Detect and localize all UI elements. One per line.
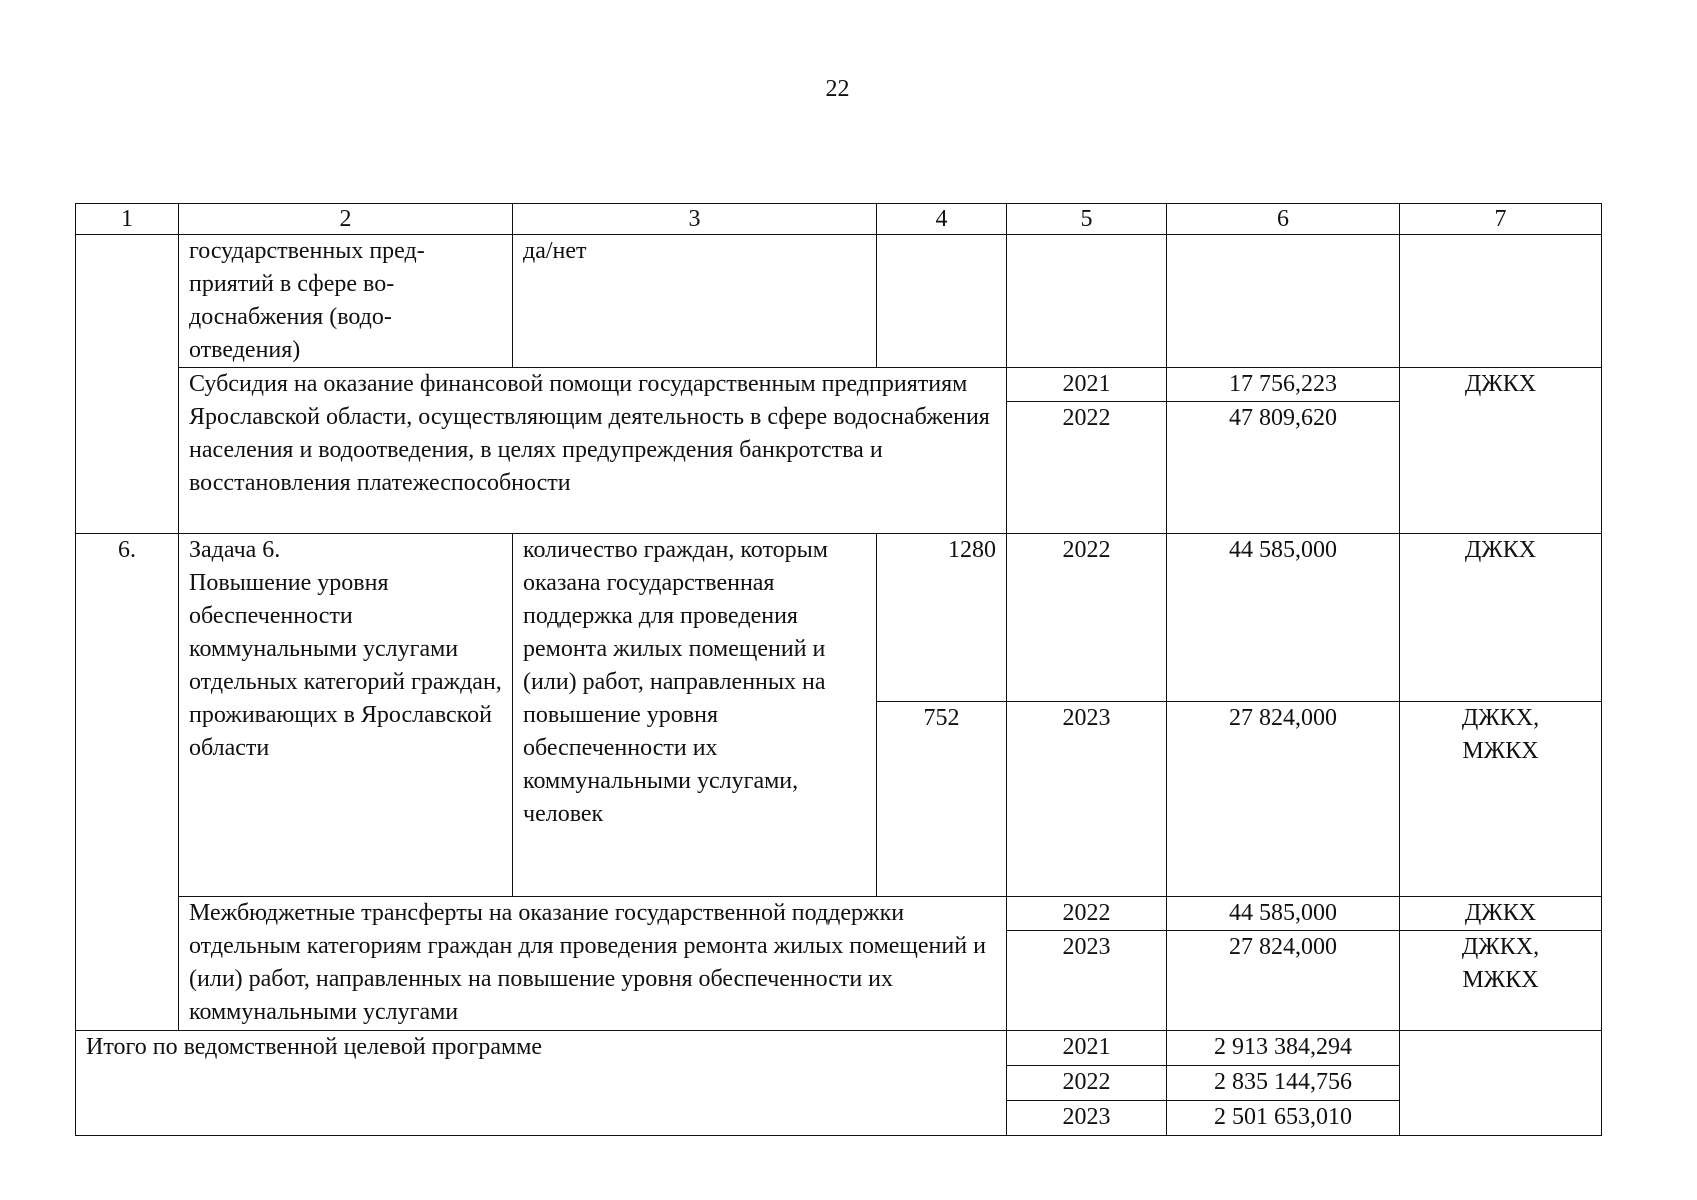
- subsidy-amount: 17 756,223: [1167, 368, 1400, 402]
- total-executor: [1400, 1031, 1602, 1136]
- indicator-value: 1280: [877, 534, 1007, 702]
- continued-executor: [1400, 235, 1602, 368]
- continued-indicator: да/нет: [513, 235, 877, 368]
- total-year: 2023: [1007, 1101, 1167, 1136]
- continued-year: [1007, 235, 1167, 368]
- row-number-cell: [76, 235, 179, 534]
- subsidy-amount: 47 809,620: [1167, 402, 1400, 534]
- total-amount: 2 913 384,294: [1167, 1031, 1400, 1066]
- transfers-executor: ДЖКХ: [1400, 897, 1602, 931]
- header-col-4: 4: [877, 204, 1007, 235]
- table-row: [76, 897, 1602, 931]
- table-row: [76, 368, 1602, 402]
- task-amount: 44 585,000: [1167, 534, 1400, 702]
- transfers-text: Межбюджетные трансферты на оказание государственной поддержки отдельным категориям граждан для проведения ремонта жилых помещений и (или) работ, направленных на повышение уровня обеспеченности их коммунальными услугами: [179, 897, 1007, 1031]
- subsidy-year: 2022: [1007, 402, 1167, 534]
- header-col-6: 6: [1167, 204, 1400, 235]
- program-table: [75, 203, 1602, 1136]
- task-amount: 27 824,000: [1167, 702, 1400, 897]
- task-executor: ДЖКХ: [1400, 534, 1602, 702]
- task-executor: ДЖКХ, МЖКХ: [1400, 702, 1602, 897]
- header-col-1: 1: [76, 204, 179, 235]
- table-row: [76, 534, 1602, 702]
- total-amount: 2 501 653,010: [1167, 1101, 1400, 1136]
- transfers-amount: 44 585,000: [1167, 897, 1400, 931]
- continued-amount: [1167, 235, 1400, 368]
- transfers-year: 2022: [1007, 897, 1167, 931]
- task-year: 2023: [1007, 702, 1167, 897]
- header-col-5: 5: [1007, 204, 1167, 235]
- task-indicator: количество граждан, которым оказана государственная поддержка для проведения ремонта жилых помещений и (или) работ, направленных на повышение уровня обеспеченности их коммунальными услугами, человек: [513, 534, 877, 897]
- header-col-2: 2: [179, 204, 513, 235]
- continued-value: [877, 235, 1007, 368]
- table-row: [76, 1031, 1602, 1066]
- transfers-amount: 27 824,000: [1167, 931, 1400, 1031]
- total-amount: 2 835 144,756: [1167, 1066, 1400, 1101]
- task-number: 6.: [76, 534, 179, 1031]
- header-col-3: 3: [513, 204, 877, 235]
- total-year: 2022: [1007, 1066, 1167, 1101]
- subsidy-text: Субсидия на оказание финансовой помощи государственным предприятиям Ярославской области, осуществляющим деятельность в сфере водоснабжения населения и водоотведения, в целях предупреждения банкротства и восстановления платежеспособности: [179, 368, 1007, 534]
- total-label: Итого по ведомственной целевой программе: [76, 1031, 1007, 1136]
- subsidy-executor: ДЖКХ: [1400, 368, 1602, 534]
- total-year: 2021: [1007, 1031, 1167, 1066]
- page-number: 22: [825, 76, 850, 102]
- table-row: [76, 235, 1602, 368]
- transfers-executor: ДЖКХ, МЖКХ: [1400, 931, 1602, 1031]
- continued-task-name: государственных пред- приятий в сфере во- доснабжения (водо- отведения): [179, 235, 513, 368]
- task-year: 2022: [1007, 534, 1167, 702]
- header-col-7: 7: [1400, 204, 1602, 235]
- task-name: Задача 6. Повышение уровня обеспеченности коммунальными услугами отдельных категорий граждан, проживающих в Ярославской области: [179, 534, 513, 897]
- header-row: [76, 204, 1602, 235]
- subsidy-year: 2021: [1007, 368, 1167, 402]
- indicator-value: 752: [877, 702, 1007, 897]
- transfers-year: 2023: [1007, 931, 1167, 1031]
